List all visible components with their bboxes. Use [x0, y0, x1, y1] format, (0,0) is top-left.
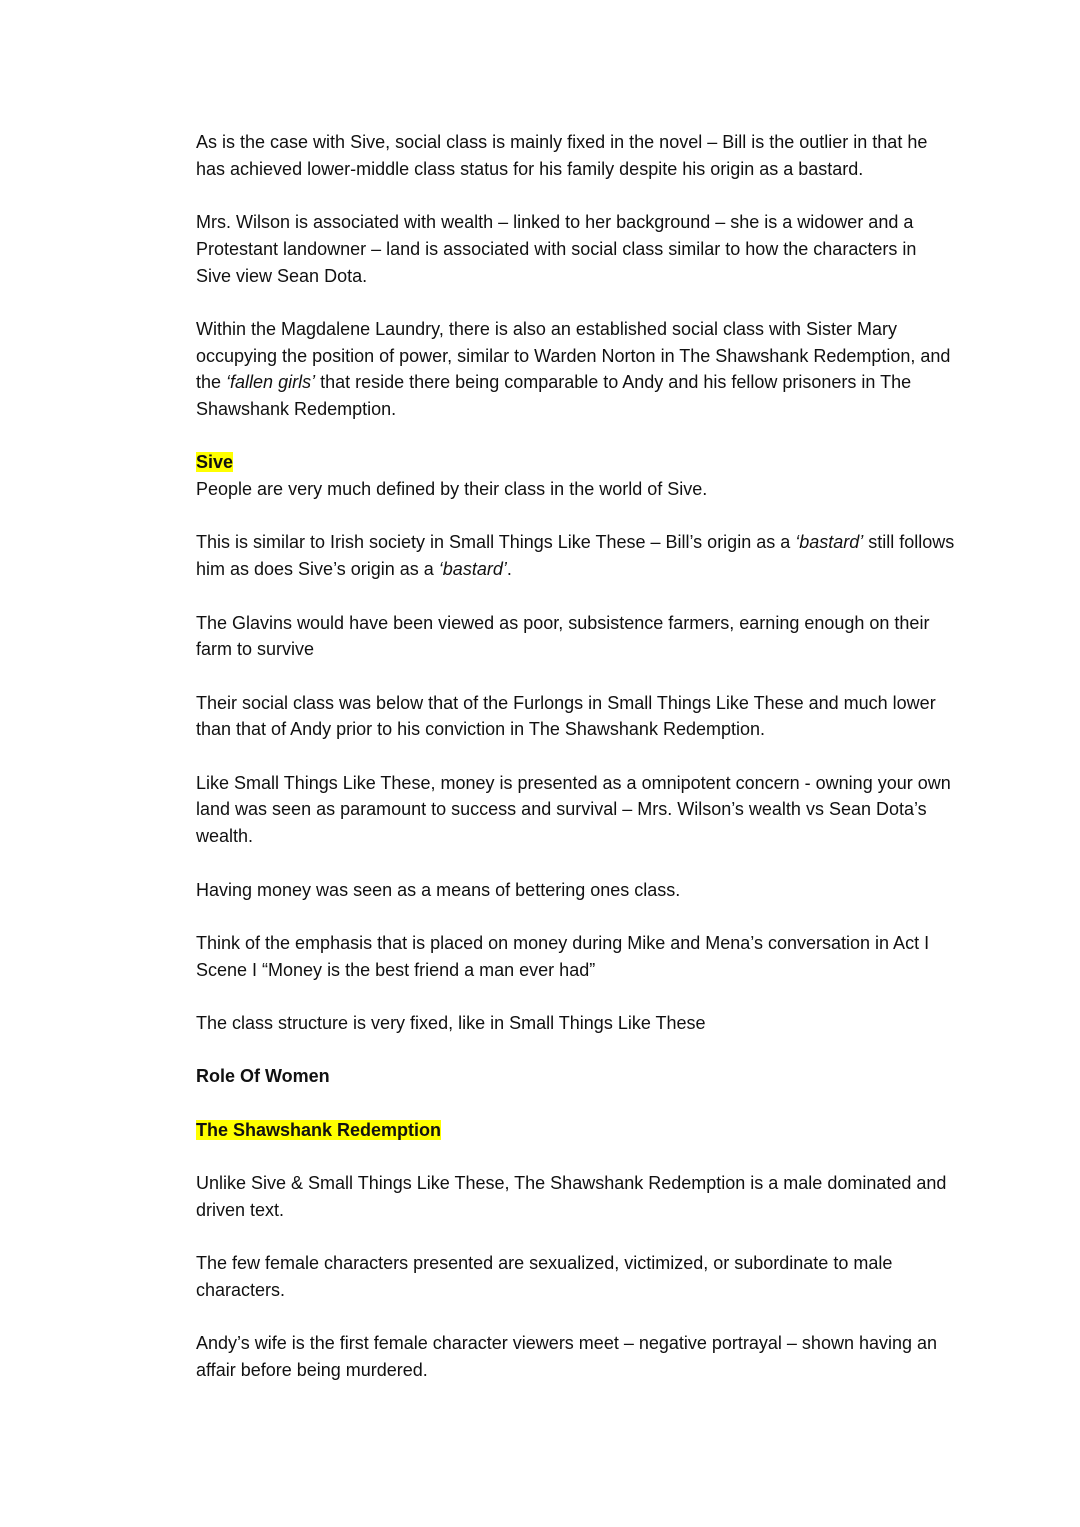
document-page	[196, 129, 956, 1411]
paragraph-defined-by-class: People are very much defined by their class in the world of Sive.	[196, 479, 708, 500]
paragraph-female-characters: The few female characters presented are sexualized, victimized, or subordinate to male characters.	[196, 1253, 893, 1301]
text-segment: This is similar to Irish society in Small Things Like These – Bill’s origin as a	[196, 532, 796, 553]
paragraph-magdalene-laundry	[196, 316, 956, 423]
highlighted-heading-shawshank: The Shawshank Redemption	[196, 1119, 442, 1140]
highlighted-heading-sive: Sive	[196, 452, 234, 473]
paragraph-glavins: The Glavins would have been viewed as poor, subsistence farmers, earning enough on their farm to survive	[196, 612, 930, 660]
heading-shawshank	[196, 1117, 956, 1144]
paragraph-social-class-novel: As is the case with Sive, social class is mainly fixed in the novel – Bill is the outlier in that he has achieved lower-middle class status for his family despite his origin as a bastard.	[196, 132, 928, 179]
heading-role-of-women: Role Of Women	[196, 1066, 330, 1087]
paragraph-fixed-structure: The class structure is very fixed, like in Small Things Like These	[196, 1013, 706, 1034]
text-segment: that reside there being comparable to Andy and his fellow prisoners in The Shawshank Redemption.	[196, 372, 912, 419]
text-segment: .	[506, 559, 512, 580]
paragraph-irish-society	[196, 529, 956, 582]
paragraph-mrs-wilson: Mrs. Wilson is associated with wealth – linked to her background – she is a widower and a Protestant landowner – land is associated with social class similar to how the characters in Sive view Sean Dota.	[196, 212, 917, 286]
paragraph-mike-mena: Think of the emphasis that is placed on money during Mike and Mena’s conversation in Act I Scene I “Money is the best friend a man ever had”	[196, 932, 930, 980]
text-segment: still follows him as does Sive’s origin as a	[196, 532, 955, 580]
paragraph-furlongs: Their social class was below that of the Furlongs in Small Things Like These and much lower than that of Andy prior to his conviction in The Shawshank Redemption.	[196, 692, 936, 740]
quote-bastard: ‘bastard’	[438, 559, 507, 580]
paragraph-male-dominated: Unlike Sive & Small Things Like These, The Shawshank Redemption is a male dominated and driven text.	[196, 1173, 947, 1220]
paragraph-andys-wife: Andy’s wife is the first female character viewers meet – negative portrayal – shown having an affair before being murdered.	[196, 1333, 938, 1381]
text-segment: Within the Magdalene Laundry, there is also an established social class with Sister Mary occupying the position of power, similar to Warden Norton in The Shawshank Redemption, and the	[196, 318, 951, 393]
paragraph-money-concern: Like Small Things Like These, money is presented as a omnipotent concern - owning your own land was seen as paramount to success and survival – Mrs. Wilson’s wealth vs Sean Dota’s wealth.	[196, 772, 951, 847]
quote-bastard: ‘bastard’	[795, 532, 864, 553]
paragraph-bettering-class: Having money was seen as a means of bettering ones class.	[196, 879, 681, 900]
heading-sive	[196, 449, 956, 476]
quote-fallen-girls: ‘fallen girls’	[226, 372, 316, 393]
